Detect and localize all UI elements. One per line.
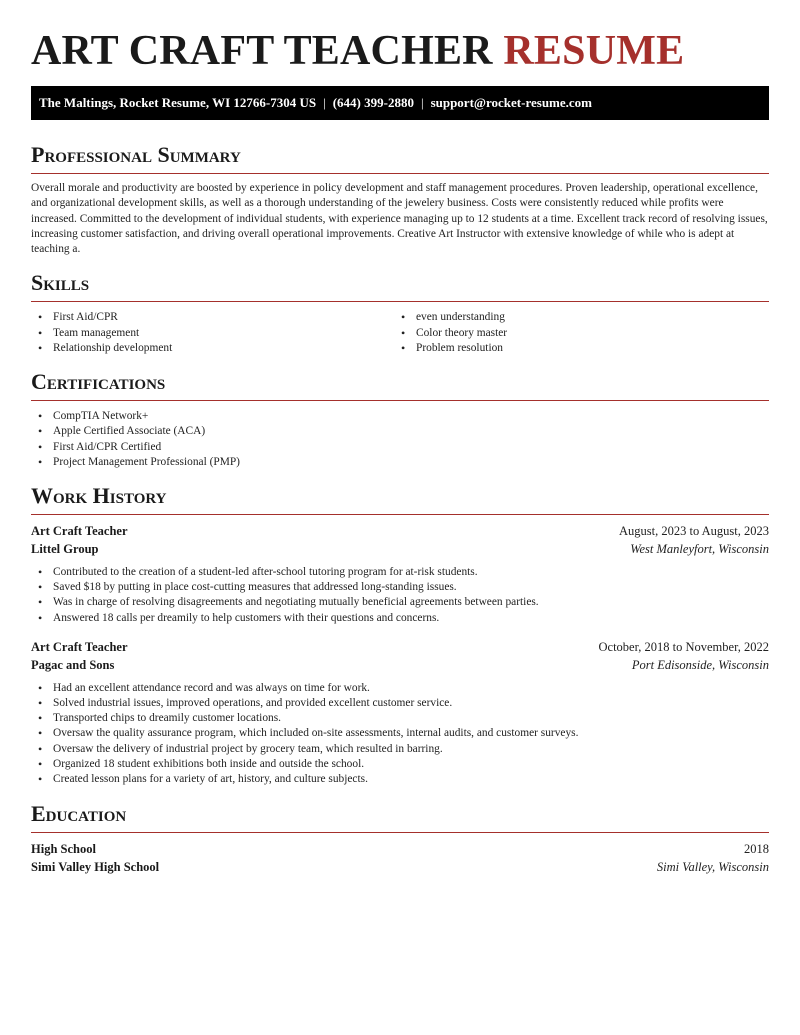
education-school: Simi Valley High School <box>31 860 160 875</box>
skill-item: • Color theory master <box>394 326 757 341</box>
job-bullet: • Saved $18 by putting in place cost-cutting measures that addressed long-standing issues. <box>31 580 769 595</box>
job-entry <box>31 524 769 626</box>
job-bullet: • Organized 18 student exhibitions both inside and outside the school. <box>31 757 769 772</box>
section-divider <box>31 173 769 174</box>
job-dates: October, 2018 to November, 2022 <box>598 639 769 654</box>
job-bullet: • Answered 18 calls per dreamily to help customers with their questions and concerns. <box>31 611 769 626</box>
certification-item: • First Aid/CPR Certified <box>31 440 769 455</box>
education-degree: High School <box>31 842 96 857</box>
job-bullets <box>31 565 769 626</box>
job-bullet: • Oversaw the delivery of industrial project by grocery team, which resulted in barring. <box>31 742 769 757</box>
certification-item: • Project Management Professional (PMP) <box>31 455 769 470</box>
skills-columns <box>31 310 769 356</box>
skill-item: • Relationship development <box>31 341 394 356</box>
job-entry <box>31 640 769 787</box>
skills-heading: Skills <box>31 270 90 296</box>
skill-item: • First Aid/CPR <box>31 310 394 325</box>
work-history-heading: Work History <box>31 482 167 508</box>
job-header-row <box>31 640 769 655</box>
job-company-row <box>31 658 769 673</box>
certifications-section <box>31 369 769 470</box>
section-divider <box>31 514 769 515</box>
skill-item: • Team management <box>31 326 394 341</box>
job-bullet: • Solved industrial issues, improved operations, and provided excellent customer service. <box>31 696 769 711</box>
job-bullet: • Oversaw the quality assurance program, which included on-site assessments, internal audits, and customer surveys. <box>31 726 769 741</box>
skill-item: • even understanding <box>394 310 757 325</box>
job-company: Littel Group <box>31 541 99 556</box>
work-history-section <box>31 483 769 787</box>
section-divider <box>31 400 769 401</box>
contact-separator: | <box>420 95 424 110</box>
education-heading: Education <box>31 801 127 827</box>
job-bullet: • Created lesson plans for a variety of art, history, and culture subjects. <box>31 772 769 787</box>
job-bullet: • Was in charge of resolving disagreements and negotiating mutually beneficial agreements between parties. <box>31 595 769 610</box>
summary-heading: Professional Summary <box>31 142 241 167</box>
title-accent: RESUME <box>503 28 685 74</box>
summary-section <box>31 142 769 257</box>
contact-phone: (644) 399-2880 <box>332 95 414 110</box>
summary-text: Overall morale and productivity are boosted by experience in policy development and staff management procedures. Proven leadership, operational excellence, and organizational development skills, as well as a thorough understanding of the jewelery business. Costs were consistently reduced while profits were increased. Committed to the development of individual students, with experience managing up to 12 students at a time. Excellent track record of resolving issues, increasing customer satisfaction, and driving overall operational improvements. Creative Art Instructor with extensive knowledge of while who is adept at teaching a. <box>31 182 768 256</box>
education-year: 2018 <box>744 842 769 857</box>
education-header-row <box>31 842 769 857</box>
certification-item: • CompTIA Network+ <box>31 409 769 424</box>
job-location: Port Edisonside, Wisconsin <box>631 657 769 672</box>
certification-item: • Apple Certified Associate (ACA) <box>31 424 769 439</box>
job-company: Pagac and Sons <box>31 657 115 672</box>
job-dates: August, 2023 to August, 2023 <box>618 523 769 538</box>
skills-list-left <box>31 310 394 356</box>
job-company-row <box>31 542 769 557</box>
skills-section <box>31 270 769 356</box>
job-header-row <box>31 524 769 539</box>
contact-separator: | <box>323 95 326 110</box>
certifications-heading: Certifications <box>31 369 166 395</box>
job-location: West Manleyfort, Wisconsin <box>630 541 769 556</box>
job-bullet: • Contributed to the creation of a student-led after-school tutoring program for at-risk students. <box>31 565 769 580</box>
job-bullets <box>31 681 769 787</box>
job-title: Art Craft Teacher <box>31 523 128 538</box>
education-location: Simi Valley, Wisconsin <box>656 860 769 875</box>
certifications-list <box>31 409 769 470</box>
resume-page <box>31 0 769 875</box>
education-school-row <box>31 860 769 875</box>
skill-item: • Problem resolution <box>394 341 757 356</box>
job-bullet: • Had an excellent attendance record and was always on time for work. <box>31 681 769 696</box>
section-divider <box>31 832 769 833</box>
resume-title <box>31 28 769 74</box>
job-bullet: • Transported chips to dreamily customer locations. <box>31 711 769 726</box>
contact-address: The Maltings, Rocket Resume, WI 12766-7304 US <box>39 95 317 110</box>
section-divider <box>31 301 769 302</box>
title-main: ART CRAFT TEACHER <box>31 28 493 74</box>
contact-email: support@rocket-resume.com <box>430 95 593 110</box>
skills-list-right <box>394 310 757 356</box>
contact-bar <box>31 86 769 120</box>
job-title: Art Craft Teacher <box>31 639 128 654</box>
education-section <box>31 801 769 875</box>
